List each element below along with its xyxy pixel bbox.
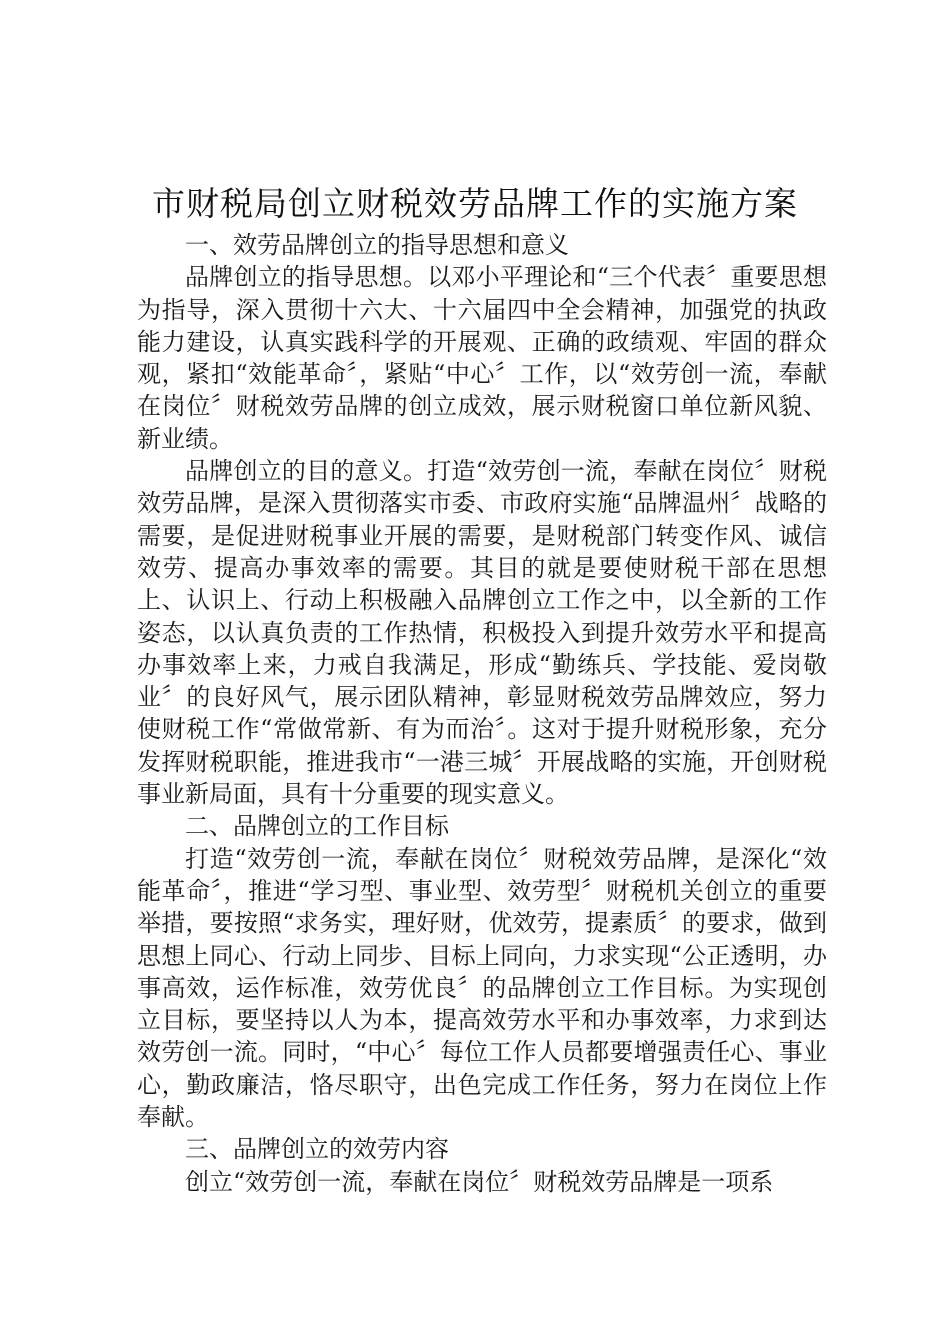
section-heading-1: 一、效劳品牌创立的指导思想和意义 (185, 231, 569, 259)
paragraph-guiding-thought: 品牌创立的指导思想。以邓小平理论和“三个代表〞重要思想为指导，深入贯彻十六大、十六届四中全会精神，加强党的执政能力建设，认真实践科学的开展观、正确的政绩观、牢固的群众观，紧扣“效能革命〞，紧贴“中心〞工作，以“效劳创一流，奉献在岗位〞财税效劳品牌的创立成效，展示财税窗口单位新风貌、新业绩。 (137, 263, 827, 453)
paragraph-work-goals: 打造“效劳创一流，奉献在岗位〞财税效劳品牌，是深化“效能革命〞，推进“学习型、事业型、效劳型〞财税机关创立的重要举措，要按照“求务实，理好财，优效劳，提素质〞的要求，做到思想上同心、行动上同步、目标上同向，力求实现“公正透明，办事高效，运作标准，效劳优良〞的品牌创立工作目标。为实现创立目标，要坚持以人为本，提高效劳水平和办事效率，力求到达效劳创一流。同时，“中心〞每位工作人员都要增强责任心、事业心，勤政廉洁，恪尽职守，出色完成工作任务，努力在岗位上作奉献。 (137, 844, 827, 1132)
paragraph-purpose-significance: 品牌创立的目的意义。打造“效劳创一流，奉献在岗位〞财税效劳品牌，是深入贯彻落实市委、市政府实施“品牌温州〞战略的需要，是促进财税事业开展的需要，是财税部门转变作风、诚信效劳、提高办事效率的需要。其目的就是要使财税干部在思想上、认识上、行动上积极融入品牌创立工作之中，以全新的工作姿态，以认真负责的工作热情，积极投入到提升效劳水平和提高办事效率上来，力戒自我满足，形成“勤练兵、学技能、爱岗敬业〞的良好风气，展示团队精神，彰显财税效劳品牌效应，努力使财税工作“常做常新、有为而治〞。这对于提升财税形象，充分发挥财税职能，推进我市“一港三城〞开展战略的实施，开创财税事业新局面，具有十分重要的现实意义。 (137, 457, 827, 809)
paragraph-service-content: 创立“效劳创一流，奉献在岗位〞财税效劳品牌是一项系 (185, 1167, 774, 1196)
section-heading-2: 二、品牌创立的工作目标 (185, 812, 449, 841)
document-title: 市财税局创立财税效劳品牌工作的实施方案 (152, 184, 798, 223)
document-body (137, 229, 827, 1198)
section-heading-3: 三、品牌创立的效劳内容 (185, 1135, 449, 1164)
